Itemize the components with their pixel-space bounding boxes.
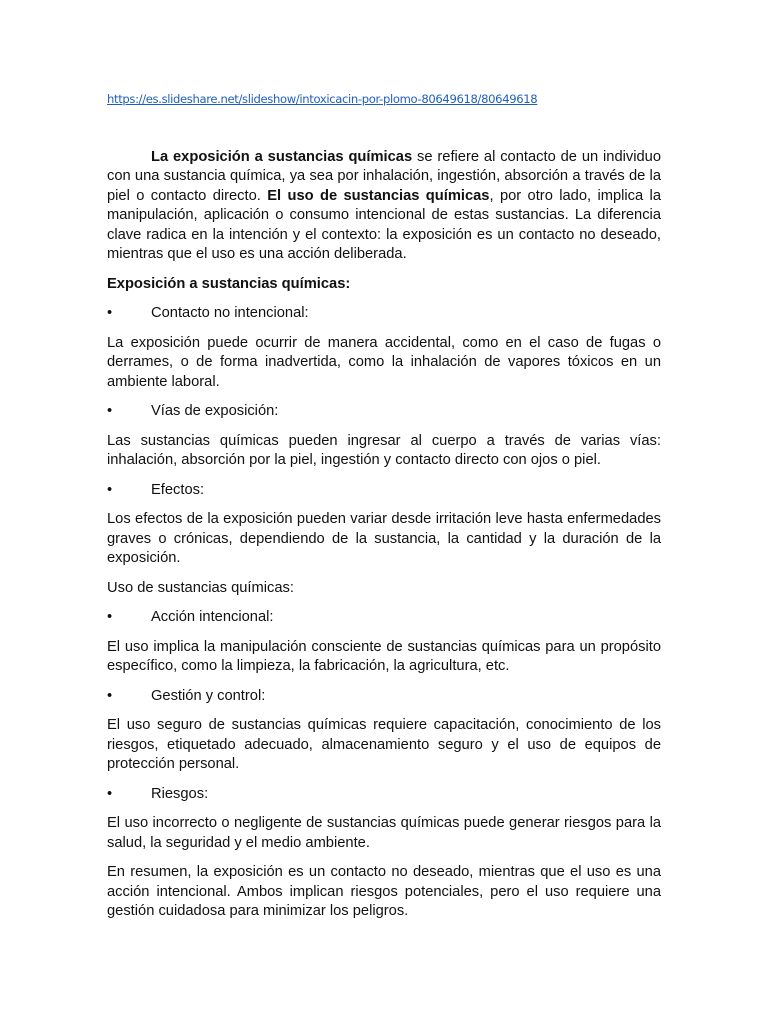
bullet-paragraph: Los efectos de la exposición pueden variar desde irritación leve hasta enfermedades graves o crónicas, dependiendo de la sustancia, la cantidad y la duración de la exposición.: [107, 511, 661, 566]
section-heading-use: Uso de sustancias químicas:: [107, 579, 294, 596]
section-heading-exposure: Exposición a sustancias químicas:: [107, 275, 351, 292]
intro-text-2: , por otro lado, implica la manipulación, aplicación o consumo intencional de estas sustancias. La diferencia clave radica en la intención y el contexto: la exposición es un contacto no deseado, mientras que el uso es una acción deliberada.: [107, 187, 661, 262]
document-page: [107, 90, 661, 932]
bullet-paragraph: El uso seguro de sustancias químicas requiere capacitación, conocimiento de los riesgos, etiquetado adecuado, almacenamiento seguro y el uso de equipos de protección personal.: [107, 717, 661, 772]
intro-text-1: se refiere al contacto de un individuo con una sustancia química, ya sea por inhalación, ingestión, absorción a través de la piel o contacto directo.: [107, 148, 662, 204]
conclusion-paragraph: En resumen, la exposición es un contacto no deseado, mientras que el uso es una acción intencional. Ambos implican riesgos potenciales, pero el uso requiere una gestión cuidadosa para minimizar los peligros.: [107, 864, 661, 919]
intro-term-exposure: La exposición a sustancias químicas: [151, 148, 413, 165]
bullet-item: [107, 608, 661, 628]
bullet-paragraph: Las sustancias químicas pueden ingresar al cuerpo a través de varias vías: inhalación, absorción por la piel, ingestión y contacto directo con ojos o piel.: [107, 432, 661, 468]
bullet-paragraph: El uso implica la manipulación consciente de sustancias químicas para un propósito específico, como la limpieza, la fabricación, la agricultura, etc.: [107, 638, 661, 674]
bullet-item: [107, 481, 661, 501]
intro-paragraph: [107, 148, 661, 265]
bullet-marker: •: [107, 305, 113, 321]
bullet-marker: •: [107, 785, 113, 802]
bullet-item: [107, 304, 661, 324]
source-link[interactable]: https://es.slideshare.net/slideshow/intoxicacin-por-plomo-80649618/80649618: [107, 92, 538, 106]
bullet-label: Acción intencional:: [151, 609, 274, 625]
bullet-marker: •: [107, 609, 113, 625]
bullet-label: Gestión y control:: [151, 687, 266, 704]
bullet-paragraph: La exposición puede ocurrir de manera accidental, como en el caso de fugas o derrames, o de forma inadvertida, como la inhalación de vapores tóxicos en un ambiente laboral.: [107, 334, 661, 390]
bullet-label: Vías de exposición:: [151, 403, 279, 419]
bullet-marker: •: [107, 687, 113, 704]
bullet-marker: •: [107, 481, 113, 498]
bullet-marker: •: [107, 403, 113, 419]
bullet-item: [107, 402, 661, 422]
bullet-label: Riesgos:: [151, 785, 209, 802]
bullet-paragraph: El uso incorrecto o negligente de sustancias químicas puede generar riesgos para la salud, la seguridad y el medio ambiente.: [107, 815, 661, 851]
bullet-item: [107, 785, 661, 805]
bullet-item: [107, 687, 661, 707]
bullet-label: Contacto no intencional:: [151, 305, 309, 321]
bullet-label: Efectos:: [151, 481, 205, 498]
intro-term-use: El uso de sustancias químicas: [267, 187, 490, 204]
